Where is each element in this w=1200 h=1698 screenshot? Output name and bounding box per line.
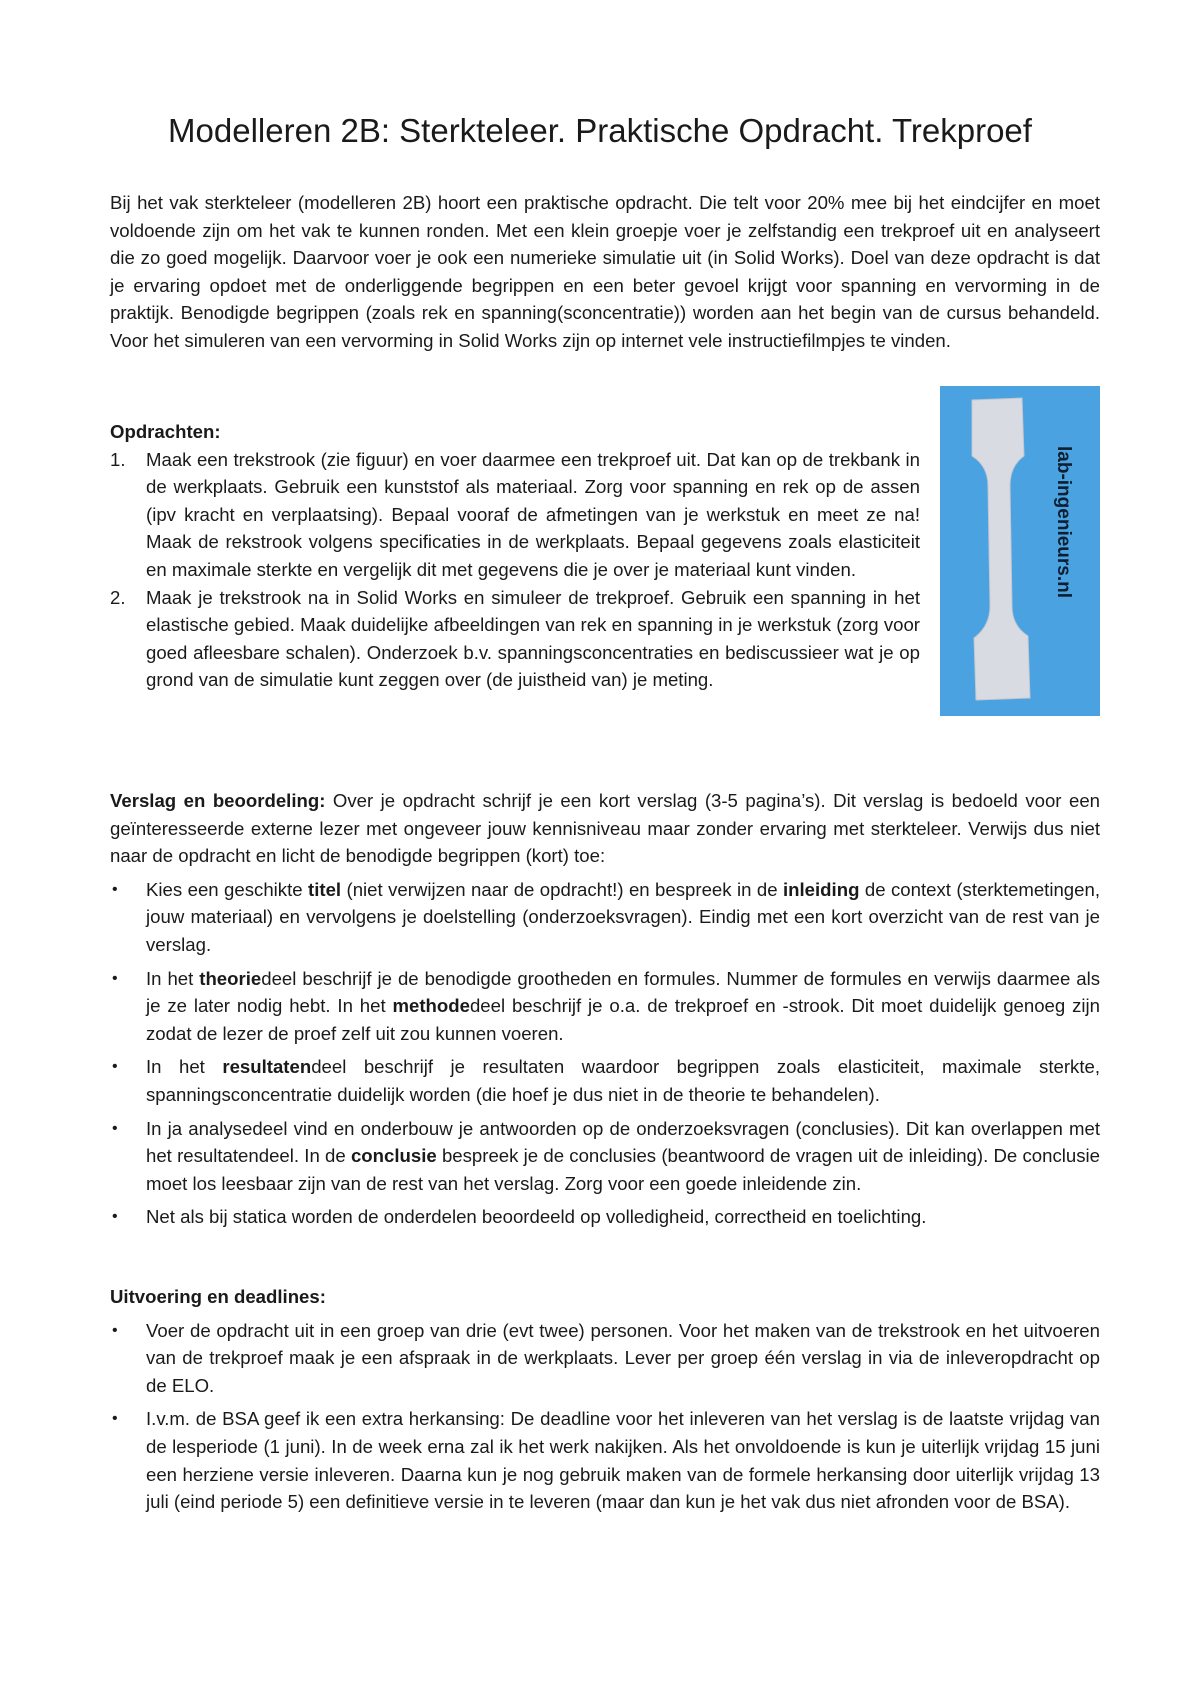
bullet-icon: •	[112, 880, 118, 898]
task-item	[110, 584, 920, 694]
verslag-bullet-list	[110, 876, 1100, 1231]
uitvoering-heading: Uitvoering en deadlines:	[110, 1286, 326, 1307]
bullet-text: Voer de opdracht uit in een groep van drie (evt twee) personen. Voor het maken van de trekstrook en het uitvoeren van de trekproef maak je een afspraak in de werkplaats. Lever per groep één verslag in via de inleveropdracht op de ELO.	[146, 1319, 1100, 1396]
task-number: 2.	[110, 586, 126, 608]
bullet-text: Kies een geschikte	[146, 878, 309, 900]
verslag-bullet	[110, 1115, 1100, 1198]
uitvoering-section	[110, 1283, 1100, 1516]
verslag-intro: Over je opdracht schrijf je een kort verslag (3-5 pagina’s). Dit verslag is bedoeld voor een geïnteresseerde externe lezer met ongeveer jouw kennisniveau maar zonder ervaring met sterkteleer. Verwijs dus niet naar de opdracht en licht de benodigde begrippen (kort) toe:	[110, 790, 1100, 867]
verslag-heading: Verslag en beoordeling:	[110, 790, 326, 811]
task-number: 1.	[110, 448, 126, 470]
verslag-section	[110, 787, 1100, 1231]
opdrachten-heading: Opdrachten:	[110, 421, 221, 442]
bullet-text: bespreek je de conclusies (beantwoord de vragen uit de inleiding). De conclusie moet los leesbaar zijn van de rest van het verslag. Zorg voor een goede inleidende zin.	[146, 1145, 1100, 1194]
bullet-bold: inleiding	[782, 878, 860, 900]
opdrachten-section	[110, 418, 920, 694]
tensile-specimen-illustration	[940, 386, 1100, 716]
bullet-text: deel beschrijf je de benodigde grootheden en formules. Nummer de formules en verwijs daarmee als je ze later nodig hebt. In het	[146, 967, 1100, 1017]
bullet-bold: conclusie	[350, 1145, 437, 1167]
verslag-bullet	[110, 1053, 1100, 1108]
bullet-icon: •	[112, 1119, 118, 1137]
bullet-text: Net als bij statica worden de onderdelen beoordeeld op volledigheid, correctheid en toelichting.	[146, 1206, 927, 1228]
bullet-icon: •	[112, 969, 118, 987]
bullet-icon: •	[112, 1058, 118, 1076]
uitvoering-bullet	[110, 1405, 1100, 1515]
bullet-bold: titel	[308, 878, 342, 900]
task-item	[110, 446, 920, 584]
bullet-text: In ja analysedeel vind en onderbouw je antwoorden op de onderzoeksvragen (conclusies). Dit kan overlappen met het resultatendeel. In de	[146, 1117, 1100, 1167]
page-title: Modelleren 2B: Sterkteleer. Praktische Opdracht. Trekproef	[168, 112, 1032, 149]
bullet-bold: methode	[392, 995, 470, 1017]
tensile-specimen-photo	[940, 386, 1100, 716]
bullet-text: In het	[146, 967, 200, 989]
bullet-icon: •	[112, 1208, 118, 1226]
verslag-bullet	[110, 965, 1100, 1048]
bullet-text: (niet verwijzen naar de opdracht!) en bespreek in de	[341, 878, 783, 900]
task-list	[110, 446, 920, 694]
photo-watermark: lab-ingenieurs.nl	[1053, 446, 1074, 599]
bullet-text: In het	[146, 1056, 223, 1078]
bullet-bold: resultaten	[222, 1056, 312, 1078]
bullet-bold: theorie	[199, 967, 262, 989]
bullet-icon: •	[112, 1410, 118, 1428]
intro-paragraph: Bij het vak sterkteleer (modelleren 2B) hoort een praktische opdracht. Die telt voor 20% mee bij het eindcijfer en moet voldoende zijn om het vak te kunnen ronden. Met een klein groepje voer je zelfstandig een trekproef uit en analyseert die zo goed mogelijk. Daarvoor voer je ook een numerieke simulatie uit (in Solid Works). Doel van deze opdracht is dat je ervaring opdoet met de onderliggende begrippen en een beter gevoel krijgt voor spanning en vervorming in de praktijk. Benodigde begrippen (zoals rek en spanning(sconcentratie)) worden aan het begin van de cursus behandeld. Voor het simuleren van een vervorming in Solid Works zijn op internet vele instructiefilmpjes te vinden.	[110, 192, 1100, 351]
bullet-text: deel beschrijf je o.a. de trekproef en -strook. Dit moet duidelijk genoeg zijn zodat de lezer de proef zelf uit zou kunnen voeren.	[146, 995, 1100, 1044]
task-text: Maak je trekstrook na in Solid Works en simuleer de trekproef. Gebruik een spanning in het elastische gebied. Maak duidelijke afbeeldingen van rek en spanning in je werkstuk (zorg voor goed afleesbare schalen). Onderzoek b.v. spanningsconcentraties en bediscussieer wat je op grond van de simulatie kunt zeggen over (de juistheid van) je meting.	[146, 586, 920, 691]
bullet-text: I.v.m. de BSA geef ik een extra herkansing: De deadline voor het inleveren van het verslag is de laatste vrijdag van de lesperiode (1 juni). In de week erna zal ik het werk nakijken. Als het onvoldoende is kun je uiterlijk vrijdag 15 juni een herziene versie inleveren. Daarna kun je nog gebruik maken van de formele herkansing door uiterlijk vrijdag 13 juli (eind periode 5) een definitieve versie in te leveren (maar dan kun je het vak dus niet afronden voor de BSA).	[146, 1408, 1100, 1513]
bullet-icon: •	[112, 1321, 118, 1339]
task-text: Maak een trekstrook (zie figuur) en voer daarmee een trekproef uit. Dat kan op de trekbank in de werkplaats. Gebruik een kunststof als materiaal. Zorg voor spanning en rek op de assen (ipv kracht en verplaatsing). Bepaal vooraf de afmetingen van je werkstuk en meet ze na! Maak de rekstrook volgens specificaties in de werkplaats. Bepaal gegevens zoals elasticiteit en maximale sterkte en vergelijk dit met gegevens die je over je materiaal kunt vinden.	[146, 448, 920, 580]
verslag-bullet	[110, 876, 1100, 959]
bullet-text: de context (sterktemetingen, jouw materiaal) en vervolgens je doelstelling (onderzoeksvragen). Eindig met een kort overzicht van de rest van je verslag.	[146, 878, 1100, 955]
uitvoering-bullet	[110, 1317, 1100, 1400]
verslag-paragraph	[110, 787, 1100, 870]
verslag-bullet	[110, 1203, 1100, 1231]
uitvoering-bullet-list	[110, 1317, 1100, 1516]
bullet-text: deel beschrijf je resultaten waardoor begrippen zoals elasticiteit, maximale sterkte, spanningsconcentratie duidelijk worden (die hoef je dus niet in de theorie te behandelen).	[146, 1056, 1101, 1105]
